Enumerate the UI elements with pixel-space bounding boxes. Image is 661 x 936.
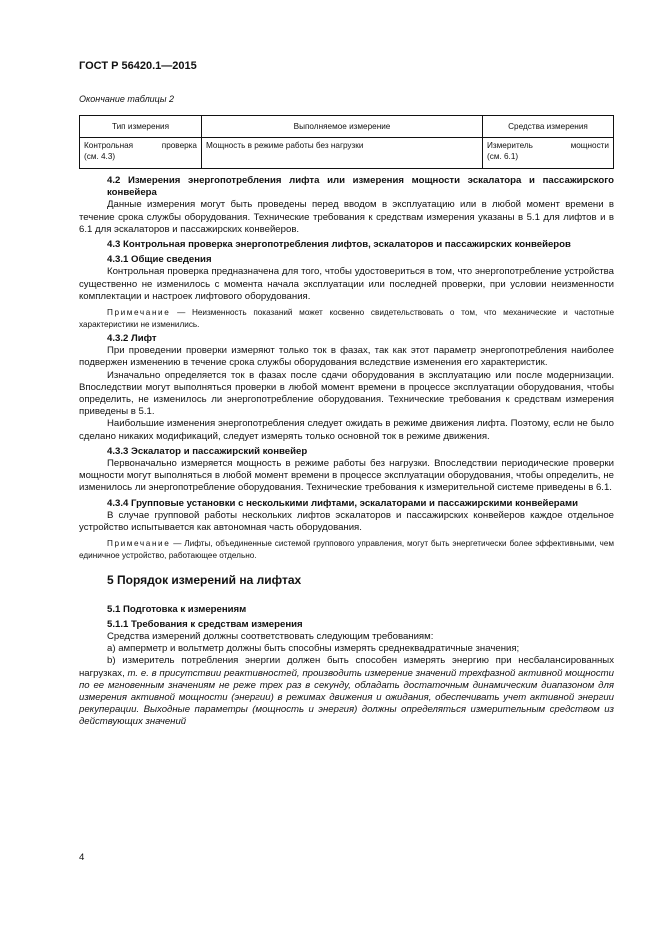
paragraph: Наибольшие изменения энергопотребления следует ожидать в режиме движения лифта. Поэтому, если не было сделано никаких модификаций, следует измерять только основной ток в режиме движения. — [79, 418, 614, 442]
document-body — [79, 172, 614, 729]
measurement-table — [79, 115, 614, 169]
section-4-3-2-title: 4.3.2 Лифт — [107, 333, 157, 345]
column-header-means: Средства измерения — [483, 116, 614, 138]
table-caption: Окончание таблицы 2 — [79, 94, 174, 104]
cell-means — [483, 138, 614, 169]
section-4-3-3-title: 4.3.3 Эскалатор и пассажирский конвейер — [107, 445, 308, 457]
table-row — [80, 138, 614, 169]
standard-header: ГОСТ Р 56420.1—2015 — [79, 60, 197, 72]
cell-means-line2: (см. 6.1) — [487, 152, 519, 161]
list-item-b-italic: т. е. в присутствии реактивностей, производить измерение значений трехфазной активной мощности по ее мгновенным значениям не реже трех раз в секунду, обладать достаточным динамическим диапазоном для измерения активной мощности (энергии) в режимах движения и ожидания, обеспечивать учет активной энергии рекуперации. Выходные параметры (мощность и энергия) должны определяться измерительным средством из действующих значений — [79, 667, 614, 728]
paragraph: Контрольная проверка предназначена для того, чтобы удостовериться в том, что энергопотребление устройства существенно не изменилось с момента начала эксплуатации или последней проверки, при условии неизменности комплектации и настроек лифтового оборудования. — [79, 266, 614, 302]
paragraph: Первоначально измеряется мощность в режиме работы без нагрузки. Впоследствии периодические проверки мощности могут выполняться в любой момент времени в процессе эксплуатации оборудования, чтобы определить, не изменилось ли энергопотребление оборудования. Технические требования к измерительной системе приведены в 6.1. — [79, 458, 614, 494]
cell-type — [80, 138, 202, 169]
page-number: 4 — [79, 852, 85, 863]
column-header-type: Тип измерения — [80, 116, 202, 138]
section-5-title: 5 Порядок измерений на лифтах — [107, 573, 302, 588]
note-text: — Неизменность показаний может косвенно свидетельствовать о том, что механические и частотные характеристики не изменились. — [79, 308, 614, 329]
list-item-a: a) амперметр и вольтметр должны быть способны измерять среднеквадратичные значения; — [107, 643, 520, 655]
section-5-1-1-title: 5.1.1 Требования к средствам измерения — [107, 618, 303, 630]
section-4-3-4-title: 4.3.4 Групповые установки с несколькими лифтами, эскалаторами и пассажирскими конвейерами — [107, 497, 578, 509]
paragraph: В случае групповой работы нескольких лифтов эскалаторов и пассажирских конвейеров каждое отдельное устройство испытывается как автономная часть оборудования. — [79, 509, 614, 534]
section-4-3-title: 4.3 Контрольная проверка энергопотребления лифтов, эскалаторов и пассажирских конвейеров — [107, 239, 571, 251]
list-item-b-text: b) измеритель потребления энергии должен быть способен измерять энергию при несбалансированных нагрузках, — [79, 655, 614, 679]
paragraph: При проведении проверки измеряют только ток в фазах, так как этот параметр энергопотребления наиболее подвержен изменению в течение срока службы оборудования вследствие изменения его характеристик. — [79, 345, 614, 369]
cell-type-line2: (см. 4.3) — [84, 152, 116, 161]
section-4-3-1-title: 4.3.1 Общие сведения — [107, 254, 212, 266]
note-text: — Лифты, объединенные системой группового управления, могут быть энергетически более эффективными, чем единичное устройство, работающее отдельно. — [79, 539, 614, 560]
note-label: Примечание — [107, 308, 171, 318]
note — [79, 538, 614, 561]
note-label: Примечание — [107, 539, 171, 549]
cell-type-line1: Контрольная проверка — [84, 141, 197, 150]
column-header-measure: Выполняемое измерение — [202, 116, 483, 138]
table-header-row — [80, 116, 614, 138]
note — [79, 307, 614, 330]
paragraph: Данные измерения могут быть проведены перед вводом в эксплуатацию или в любой момент времени в течение срока службы оборудования. Технические требования к средствам измерения указаны в 5.1 для лифтов и в 6.1 для эскалаторов и пассажирских конвейеров. — [79, 199, 614, 235]
section-5-1-title: 5.1 Подготовка к измерениям — [107, 604, 247, 616]
paragraph: Средства измерений должны соответствовать следующим требованиям: — [107, 630, 434, 642]
cell-means-line1: Измеритель мощности — [487, 141, 609, 150]
section-4-2-title: 4.2 Измерения энергопотребления лифта или измерения мощности эскалатора и пассажирского конвейера — [107, 175, 614, 199]
cell-measure: Мощность в режиме работы без нагрузки — [202, 138, 483, 169]
paragraph: Изначально определяется ток в фазах после сдачи оборудования в эксплуатацию или после модернизации. Впоследствии могут выполняться проверки в любой момент времени в процессе эксплуатации оборудования, чтобы определить, не изменилось ли энергопотребление оборудования. Технические требования к средствам измерения приведены в 5.1. — [79, 369, 614, 418]
list-item-b — [79, 655, 614, 728]
